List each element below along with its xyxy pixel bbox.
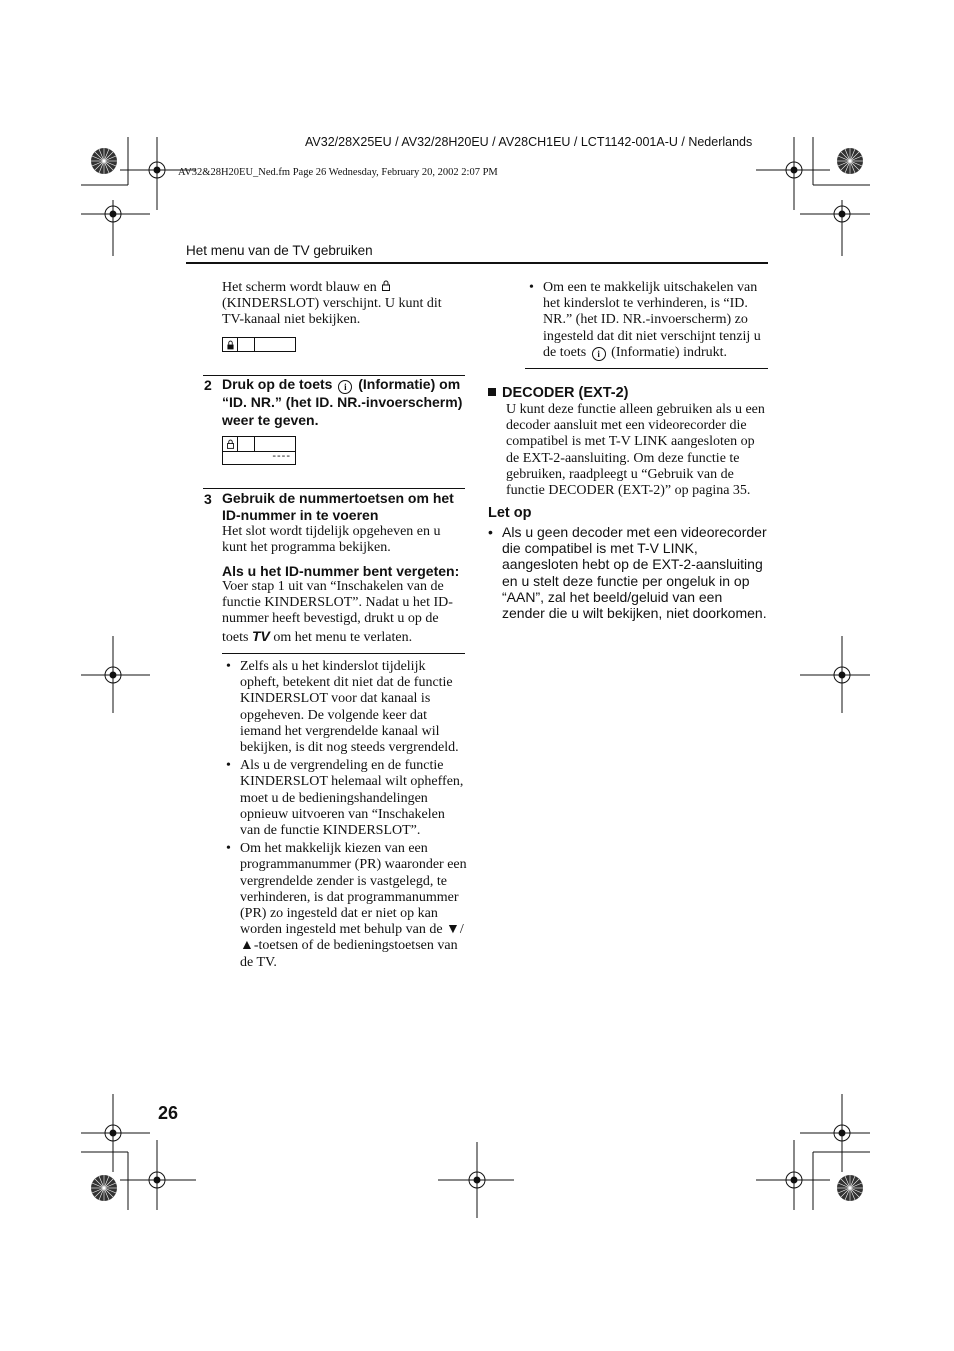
divider <box>222 653 465 654</box>
osd-lock-screen <box>222 337 296 352</box>
info-icon: i <box>338 380 352 394</box>
note-list <box>484 524 768 621</box>
square-bullet-icon <box>488 388 496 396</box>
list-item: • Om een te makkelijk uitschakelen van het kinderslot te verhinderen, is “ID. NR.” (het ID. NR.-invoerscherm) zo ingesteld dat dit niet verschijnt tenzij u de toets i (Informatie) indrukt. <box>525 280 769 361</box>
osd-id-number-screen <box>222 436 296 465</box>
decoder-body: U kunt deze functie alleen gebruiken als u een decoder aansluit met een videorecorder die compatibel is met T-V LINK aangesloten op de EXT-2-aansluiting. Om deze functie te gebruiken, raadpleegt u “Gebruik van de functie DECODER (EXT-2)” op pagina 35. <box>506 402 765 499</box>
forgot-heading: Als u het ID-nummer bent vergeten: <box>222 563 460 579</box>
tv-key: TV <box>251 627 270 644</box>
lock-icon <box>227 439 234 449</box>
list-item: • Zelfs als u het kinderslot tijdelijk opheft, betekent dit niet dat de functie KINDERSLOT voor dat kanaal is opgeheven. De volgende keer dat iemand het vergrendelde kanaal wil bekijken, is dit nog steeds vergrendeld. <box>222 659 468 756</box>
info-icon: i <box>592 347 606 361</box>
divider <box>203 488 465 489</box>
intro-text: Het scherm wordt blauw en (KINDERSLOT) verschijnt. U kunt dit TV-kanaal niet bekijken. <box>222 280 442 328</box>
decoder-heading: DECODER (EXT-2) <box>488 385 629 401</box>
list-item: • Als u de vergrendeling en de functie KINDERSLOT helemaal wilt opheffen, moet u de bedieningshandelingen opnieuw uitvoeren van “Inschakelen van de functie KINDERSLOT”. <box>222 758 468 839</box>
note-heading: Let op <box>488 505 532 521</box>
step-number: 2 <box>204 377 212 393</box>
page-number: 26 <box>158 1103 179 1123</box>
lock-icon <box>227 340 234 350</box>
lock-icon <box>382 280 390 290</box>
section-title: Het menu van de TV gebruiken <box>186 243 373 258</box>
id-number-placeholder: ---- <box>272 450 291 462</box>
model-header: AV32/28X25EU / AV32/28H20EU / AV28CH1EU / LCT1142-001A-U / Nederlands <box>305 135 753 149</box>
list-item: • Om het makkelijk kiezen van een programmanummer (PR) waaronder een vergrendelde zender is vastgelegd, te verhinderen, is dat programmanummer (PR) zo ingesteld dat er niet op kan worden ingesteld met behulp van de ▼/▲-toetsen of de bedieningstoetsen van de TV. <box>222 841 468 971</box>
top-note <box>525 280 769 361</box>
step-2-text: Druk op de toets i (Informatie) om “ID. NR.” (het ID. NR.-invoerscherm) weer te geven. <box>222 376 463 428</box>
forgot-body: Voer stap 1 uit van “Inschakelen van de functie KINDERSLOT”. Nadat u het ID-nummer heeft bevestigd, drukt u op de toets TV om het menu te verlaten. <box>222 579 453 645</box>
list-item: • Als u geen decoder met een videorecorder die compatibel is met T-V LINK, aangesloten hebt op de EXT-2-aansluiting en u stelt deze functie per ongeluk in op “AAN”, zal het beeld/geluid van een zender die u wilt bekijken, niet doorkomen. <box>484 524 768 621</box>
file-info-line: AV32&28H20EU_Ned.fm Page 26 Wednesday, February 20, 2002 2:07 PM <box>178 167 498 178</box>
header-rule <box>186 262 768 264</box>
step-3-body: Het slot wordt tijdelijk opgeheven en u kunt het programma bekijken. <box>222 524 441 556</box>
step-3-title: Gebruik de nummertoetsen om het ID-nummer in te voeren <box>222 490 454 523</box>
notes-list <box>222 659 468 971</box>
step-number: 3 <box>204 491 212 507</box>
divider <box>525 368 768 369</box>
